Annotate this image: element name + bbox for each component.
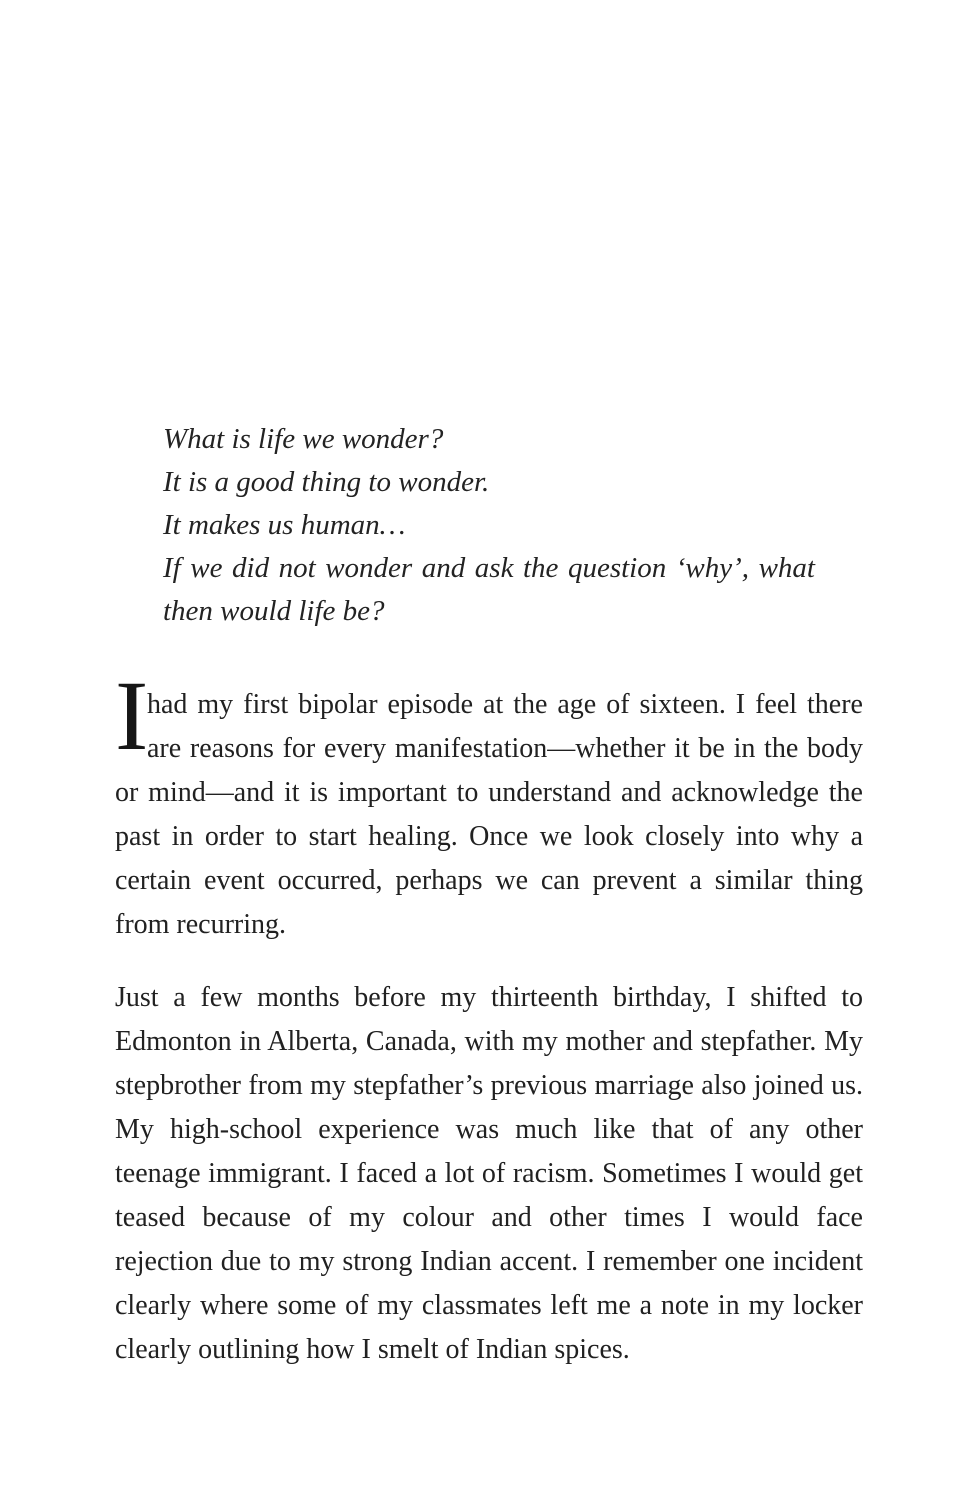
- paragraph-second: Just a few months before my thirteenth birthday, I shifted to Edmonton in Alberta, Canada, with my mother and stepfather. My stepbrother from my stepfather’s previous marriage also joined us. My high-school experience was much like that of any other teenage immigrant. I faced a lot of racism. Sometimes I would get teased because of my colour and other times I would face rejection due to my strong Indian accent. I remember one incident clearly where some of my classmates left me a note in my locker clearly outlining how I smelt of Indian spices.: [115, 982, 863, 1365]
- epigraph-line: If we did not wonder and ask the question ‘why’, what: [163, 552, 815, 584]
- epigraph-line: then would life be?: [163, 595, 385, 627]
- paragraph-first-text: had my first bipolar episode at the age of sixteen. I feel there are reasons for every manifestation—whether it be in the body or mind—and it is important to understand and acknowledge the past in order to start healing. Once we look closely into why a certain event occurred, perhaps we can prevent a similar thing from recurring.: [115, 689, 863, 940]
- epigraph-line: What is life we wonder?: [163, 423, 444, 455]
- drop-cap-letter: I: [115, 660, 149, 771]
- epigraph-poem: [163, 418, 815, 633]
- epigraph-line: It makes us human…: [163, 509, 406, 541]
- epigraph-line: It is a good thing to wonder.: [163, 466, 490, 498]
- paragraph-first: [115, 660, 863, 947]
